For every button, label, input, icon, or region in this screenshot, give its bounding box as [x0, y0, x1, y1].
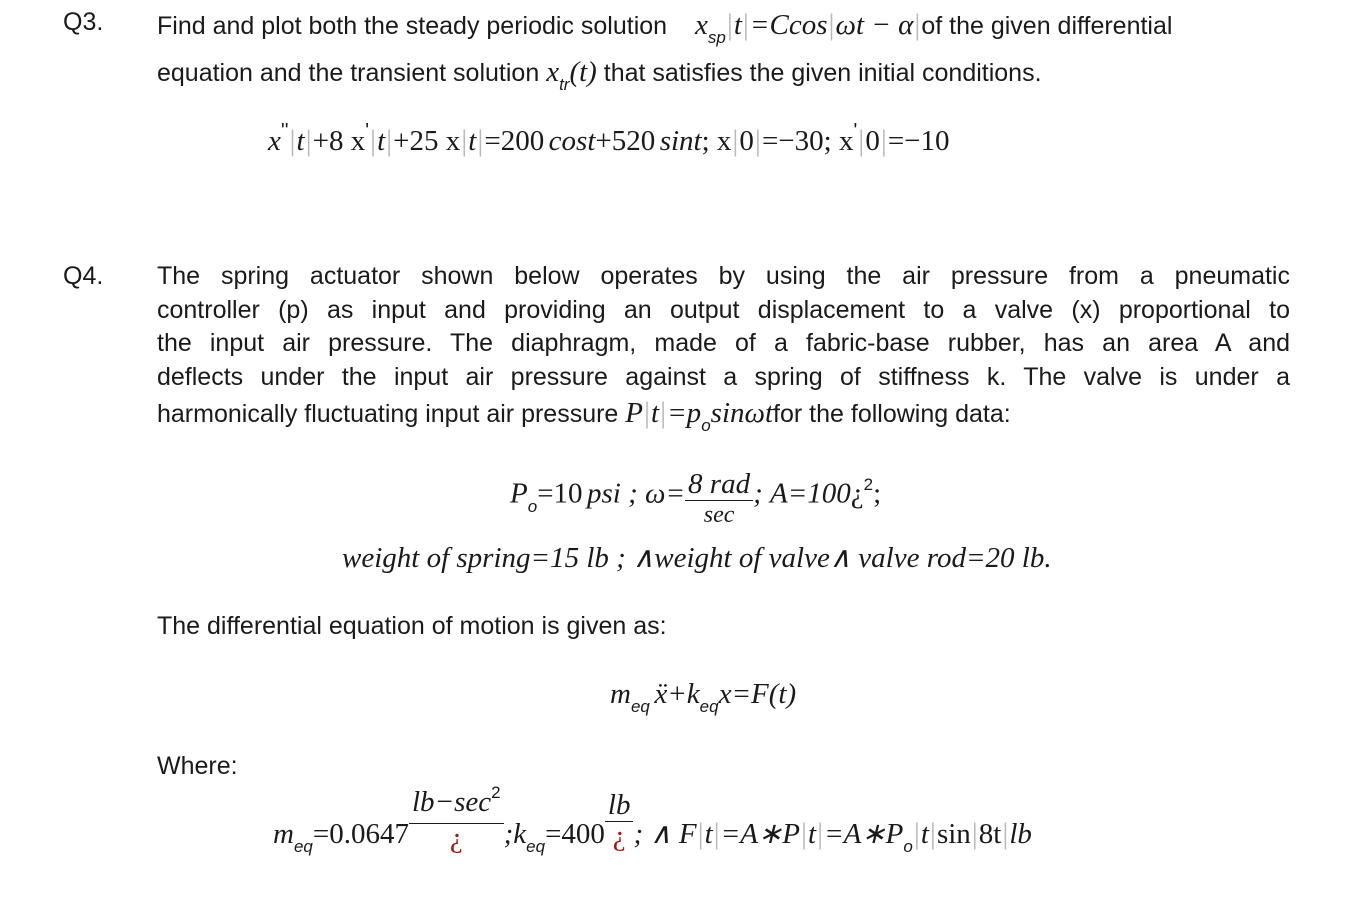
final-AP2: =A∗P [824, 818, 904, 851]
eq-p1: +8 x [312, 125, 366, 157]
final-AP: =A∗P [720, 818, 800, 851]
q4-line-4: deflects under the input air pressure against a spring of stiffness k. The valve is under a [157, 362, 1290, 391]
final-frac-2 [605, 789, 634, 850]
q3-t: t [733, 9, 742, 41]
data-sq: 2 [863, 474, 874, 494]
eq-cost: cost [548, 125, 596, 157]
eq-t1: t [296, 125, 305, 157]
eq-p6: =−30; x [761, 125, 854, 157]
eq-x: x [268, 125, 281, 157]
q4-weights: weight of spring=15 lb ; ∧weight of valve∧ valve rod=20 lb. [342, 542, 1052, 574]
final-t2: t [808, 818, 817, 851]
motion-eq2: eq [699, 697, 719, 716]
eq-p5: ; x [701, 125, 732, 157]
final-lb: lb [1009, 818, 1032, 851]
q4-line-5: harmonically fluctuating input air pressure $P|t|=p_o\sin\omega tfor$ the following data: [157, 396, 1011, 435]
eq-prime: ' [365, 120, 370, 142]
eq-zero2: 0 [865, 125, 880, 157]
q3-text-b: of the given differential [921, 12, 1173, 40]
data-sub-o: o [527, 496, 538, 516]
xtr-symbol: x [546, 56, 560, 88]
xsp-subscript: sp [707, 28, 726, 47]
final-eq2: eq [526, 837, 546, 857]
eq-p4: +520 [595, 125, 656, 157]
q3-ccos: =Ccos [749, 9, 828, 41]
data-psi: psi ; ω= [587, 477, 686, 510]
final-frac2-num: lb [605, 789, 634, 822]
eq-double-prime: '' [280, 120, 289, 142]
final-8t: 8t [978, 818, 1002, 851]
q4-where: Where: [157, 752, 238, 780]
eq-p7: =−10 [887, 125, 950, 157]
xsp-symbol: x [694, 9, 708, 41]
final-frac1-den: ¿ [449, 822, 463, 854]
q3-line-1: Find and plot both the steady periodic solution $x_{sp}|t|=Ccos|\omega t - \alpha|of$ the given differential [157, 8, 1173, 47]
final-eq1: eq [293, 837, 313, 857]
q3-number: Q3. [63, 8, 104, 36]
q4-line-3: the input air pressure. The diaphragm, made of a fabric-base rubber, has an area A and [157, 329, 1290, 357]
q4-line-2: controller (p) as input and providing an output displacement to a valve (x) proportional to [157, 295, 1290, 324]
final-t3: t [920, 818, 929, 851]
q4-diff-intro: The differential equation of motion is given as: [157, 612, 667, 640]
q4-line-5-b: for the following data: [773, 400, 1011, 428]
q4-line-5-a: harmonically fluctuating input air pressure [157, 400, 619, 428]
data-P: P [510, 477, 528, 510]
q4-number: Q4. [63, 262, 104, 290]
final-frac1-num: lb−sec [411, 786, 492, 818]
q3-text-c: equation and the transient solution [157, 59, 540, 87]
eq-p2: +25 x [393, 125, 461, 157]
q4-t: t [651, 397, 660, 429]
eq-p3: =200 [484, 125, 545, 157]
q3-line-2 [157, 56, 1042, 94]
q4-sub-o: o [701, 416, 711, 435]
data-val: =10 [537, 477, 583, 510]
motion-m: m [610, 678, 631, 710]
eq-t3: t [468, 125, 477, 157]
eq-sint: sint [659, 125, 702, 157]
q4-eqp: =p [667, 397, 702, 429]
final-val: =0.0647 [312, 818, 409, 851]
eq-prime2: ' [853, 120, 858, 142]
q4-paragraph [157, 260, 1290, 394]
final-F: ; ∧ F [633, 818, 697, 851]
data-fraction [685, 468, 753, 529]
q4-line-1: The spring actuator shown below operates by using the air pressure from a pneumatic [157, 262, 1290, 290]
final-frac2-den: ¿ [612, 819, 626, 852]
eq-t2: t [377, 125, 386, 157]
q3-t-paren: (t) [569, 56, 597, 88]
final-m: m [273, 818, 294, 851]
final-frac-1 [409, 783, 504, 854]
data-frac-num: 8 rad [685, 468, 753, 501]
q4-motion-equation [610, 678, 797, 716]
q4-sinwt: sinωt [710, 397, 774, 429]
q3-wt: ωt − α [835, 9, 914, 41]
q4-P: P [625, 397, 644, 429]
final-k: ;k [503, 818, 527, 851]
q3-text-a: Find and plot both the steady periodic solution [157, 12, 668, 40]
data-semi: ; [873, 477, 882, 510]
data-A: ; A=100 [753, 477, 851, 510]
final-t1: t [704, 818, 713, 851]
eq-zero1: 0 [739, 125, 754, 157]
motion-t: (t) [768, 678, 797, 710]
motion-x: x=F [718, 678, 769, 710]
q3-text-d: that satisfies the given initial conditions. [603, 59, 1042, 87]
q3-equation: x''|t|+8 x'|t|+25 x|t|=200 cost+520 sint; x|0|=−30; x'|0|=−10 [268, 120, 950, 157]
data-frac-den: sec [703, 502, 735, 528]
final-val2: =400 [545, 818, 605, 851]
motion-xdd: ẍ [654, 678, 668, 710]
final-sin: sin [936, 818, 971, 851]
motion-eq1: eq [630, 697, 650, 716]
final-sub-o: o [903, 837, 913, 857]
q4-data-equation [510, 468, 881, 529]
xtr-subscript: tr [559, 75, 570, 94]
q4-final-equation: meq=0.0647 $\frac{lb-\sec 2}{¿}$ ;keq=400 $\frac{lb}{¿}$ ; ∧ F|t|=A∗P|t|=A∗Po|t|sin|8t|lb [273, 783, 1032, 857]
motion-plus-k: +k [667, 678, 700, 710]
final-sq: 2 [491, 783, 501, 802]
data-inv: ¿ [850, 477, 864, 510]
